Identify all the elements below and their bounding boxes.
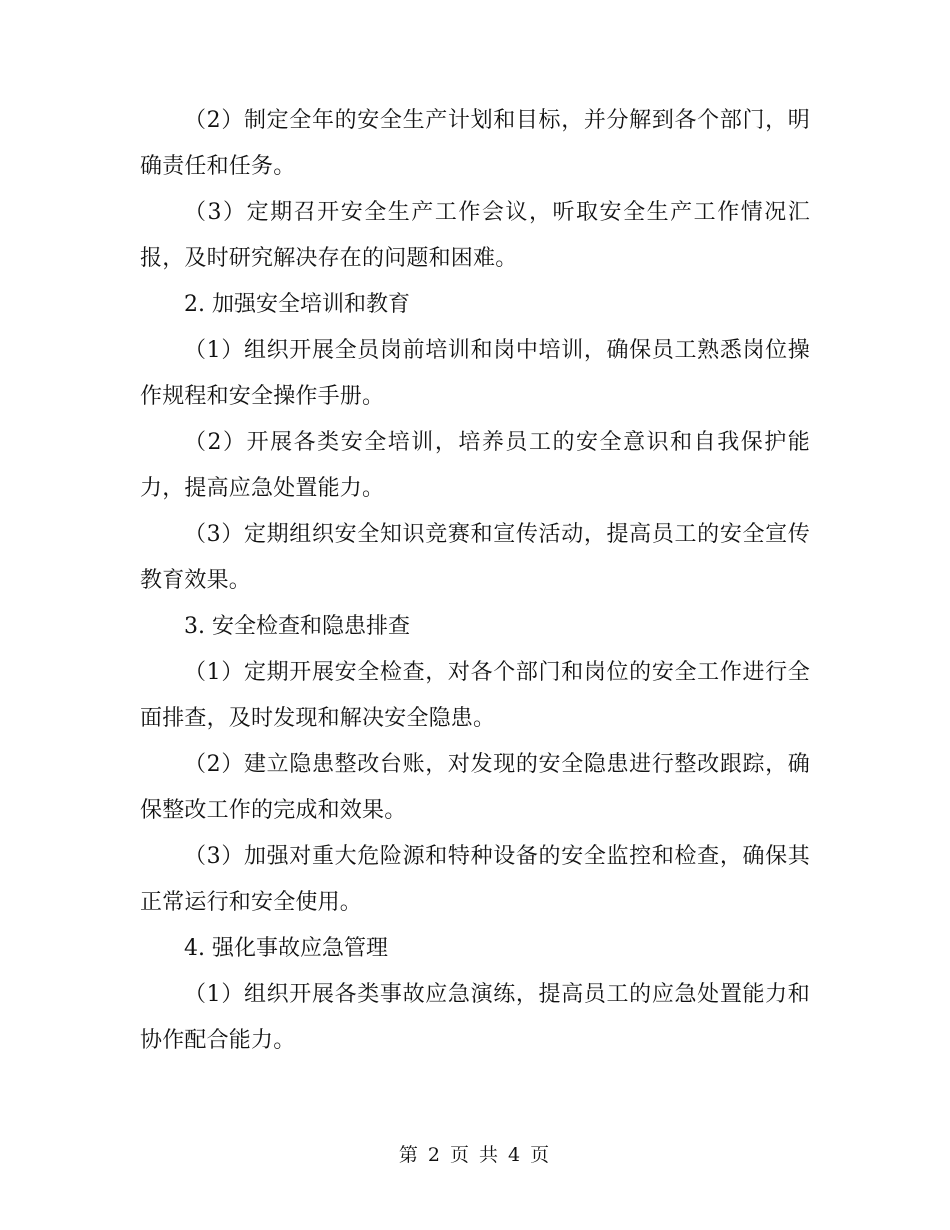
paragraph: （1）组织开展全员岗前培训和岗中培训，确保员工熟悉岗位操作规程和安全操作手册。	[140, 338, 810, 409]
page-footer	[0, 1142, 950, 1168]
paragraph: （2）制定全年的安全生产计划和目标，并分解到各个部门，明确责任和任务。	[140, 108, 810, 179]
section-heading: 3. 安全检查和隐患排查	[184, 614, 410, 639]
section-heading: 4. 强化事故应急管理	[184, 936, 388, 961]
paragraph: （1）定期开展安全检查，对各个部门和岗位的安全工作进行全面排查，及时发现和解决安全隐患。	[140, 660, 810, 731]
paragraph: （3）加强对重大危险源和特种设备的安全监控和检查，确保其正常运行和安全使用。	[140, 844, 810, 915]
paragraph: （1）组织开展各类事故应急演练，提高员工的应急处置能力和协作配合能力。	[140, 982, 810, 1053]
document-body	[140, 98, 810, 1064]
paragraph: （2）建立隐患整改台账，对发现的安全隐患进行整改跟踪，确保整改工作的完成和效果。	[140, 752, 810, 823]
section-heading: 2. 加强安全培训和教育	[184, 292, 410, 317]
page-number-label: 第 2 页 共 4 页	[398, 1144, 552, 1166]
paragraph: （3）定期组织安全知识竞赛和宣传活动，提高员工的安全宣传教育效果。	[140, 522, 810, 593]
paragraph: （3）定期召开安全生产工作会议，听取安全生产工作情况汇报，及时研究解决存在的问题和困难。	[140, 200, 810, 271]
paragraph: （2）开展各类安全培训，培养员工的安全意识和自我保护能力，提高应急处置能力。	[140, 430, 810, 501]
